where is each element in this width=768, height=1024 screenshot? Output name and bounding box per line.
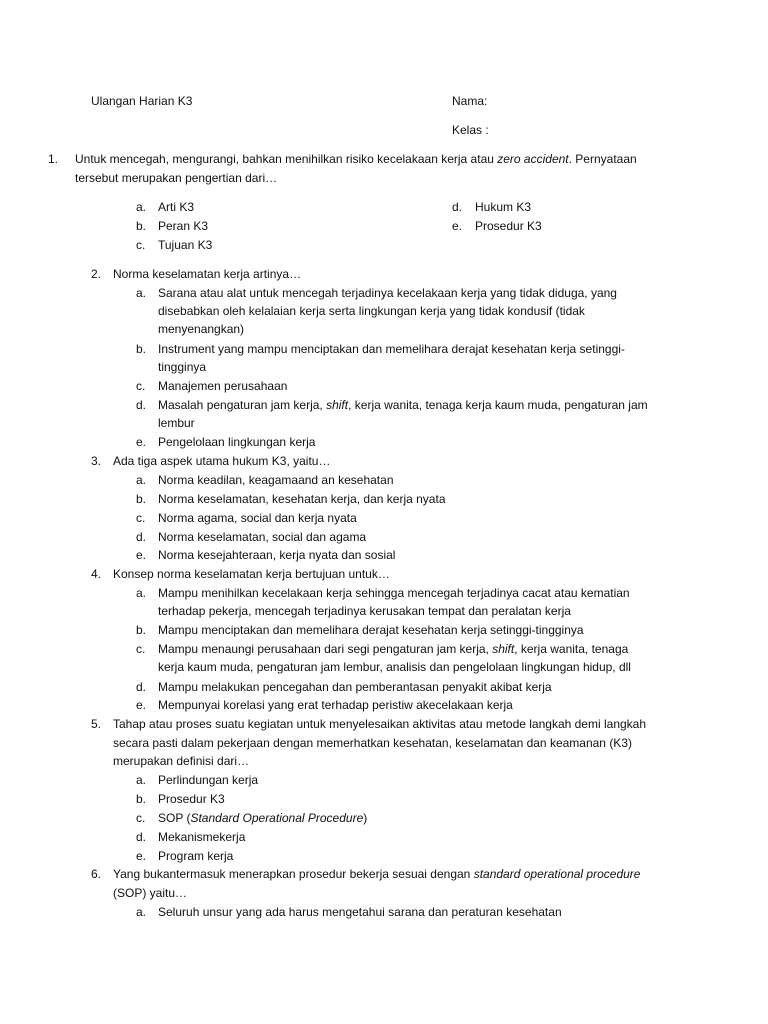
- option-label: d.: [136, 530, 147, 544]
- option-label: a.: [136, 286, 147, 300]
- option-label: b.: [136, 219, 147, 233]
- question-number: 5.: [91, 717, 102, 731]
- option-label: a.: [136, 200, 147, 214]
- option-text: Seluruh unsur yang ada harus mengetahui sarana dan peraturan kesehatan: [158, 905, 562, 919]
- option-text: Arti K3: [158, 200, 195, 214]
- question-text-line: merupakan definisi dari…: [113, 754, 250, 768]
- option-label: a.: [136, 905, 147, 919]
- question-text-line: Tahap atau proses suatu kegiatan untuk menyelesaikan aktivitas atau metode langkah demi langkah: [113, 717, 647, 731]
- option-text: terhadap pekerja, mencegah terjadinya kerusakan tempat dan peralatan kerja: [158, 604, 571, 618]
- class-label: Kelas :: [452, 123, 489, 137]
- option-text: Prosedur K3: [475, 219, 542, 233]
- question-text-line: Untuk mencegah, mengurangi, bahkan menihilkan risiko kecelakaan kerja atau zero accident. Pernyataan: [75, 152, 637, 166]
- question-text-line: Ada tiga aspek utama hukum K3, yaitu…: [113, 454, 331, 468]
- name-label: Nama:: [452, 94, 488, 108]
- option-label: b.: [136, 492, 147, 506]
- question-text-line: Konsep norma keselamatan kerja bertujuan untuk…: [113, 567, 390, 581]
- option-label: b.: [136, 623, 147, 637]
- question-text-line: Norma keselamatan kerja artinya…: [113, 267, 302, 281]
- option-text: Perlindungan kerja: [158, 773, 259, 787]
- question-text-line: secara pasti dalam pekerjaan dengan memerhatkan kesehatan, keselamatan dan keamanan (K3): [113, 736, 632, 750]
- option-label: c.: [136, 511, 146, 525]
- option-label: d.: [136, 680, 147, 694]
- option-text: Tujuan K3: [158, 238, 213, 252]
- option-text: Norma keadilan, keagamaand an kesehatan: [158, 473, 394, 487]
- option-text: Mampu menihilkan kecelakaan kerja sehingga mencegah terjadinya cacat atau kematian: [158, 586, 630, 600]
- option-text: Peran K3: [158, 219, 209, 233]
- option-text: disebabkan oleh kelalaian kerja serta lingkungan kerja yang tidak kondusif (tidak: [158, 304, 585, 318]
- option-label: a.: [136, 586, 147, 600]
- option-label: c.: [136, 811, 146, 825]
- option-text: Manajemen perusahaan: [158, 379, 288, 393]
- option-label: b.: [136, 792, 147, 806]
- document-title: Ulangan Harian K3: [91, 94, 193, 108]
- option-text: tingginya: [158, 360, 207, 374]
- option-text: menyenangkan): [158, 322, 245, 336]
- option-label: a.: [136, 773, 147, 787]
- option-text: SOP (Standard Operational Procedure): [158, 811, 368, 825]
- option-text: Masalah pengaturan jam kerja, shift, kerja wanita, tenaga kerja kaum muda, pengaturan jam: [158, 398, 648, 412]
- option-label: e.: [452, 219, 463, 233]
- option-text: Instrument yang mampu menciptakan dan memelihara derajat kesehatan kerja setinggi-: [158, 342, 625, 356]
- option-text: kerja kaum muda, pengaturan jam lembur, analisis dan pengelolaan lingkungan hidup, dll: [158, 660, 631, 674]
- question-number: 1.: [48, 152, 59, 166]
- option-label: c.: [136, 642, 146, 656]
- option-label: c.: [136, 379, 146, 393]
- question-text-line: (SOP) yaitu…: [113, 886, 188, 900]
- option-text: Mampu melakukan pencegahan dan pemberantasan penyakit akibat kerja: [158, 680, 552, 694]
- option-text: Prosedur K3: [158, 792, 225, 806]
- question-number: 6.: [91, 867, 102, 881]
- question-text-line: tersebut merupakan pengertian dari…: [75, 171, 278, 185]
- option-text: Mempunyai korelasi yang erat terhadap peristiw akecelakaan kerja: [158, 698, 513, 712]
- option-text: Sarana atau alat untuk mencegah terjadinya kecelakaan kerja yang tidak diduga, yang: [158, 286, 617, 300]
- option-label: b.: [136, 342, 147, 356]
- option-text: Norma agama, social dan kerja nyata: [158, 511, 357, 525]
- option-text: Mampu menaungi perusahaan dari segi pengaturan jam kerja, shift, kerja wanita, tenaga: [158, 642, 629, 656]
- option-label: c.: [136, 238, 146, 252]
- option-label: e.: [136, 435, 147, 449]
- option-text: Mampu menciptakan dan memelihara derajat kesehatan kerja setinggi-tingginya: [158, 623, 584, 637]
- option-text: Norma keselamatan, social dan agama: [158, 530, 367, 544]
- question-text-line: Yang bukantermasuk menerapkan prosedur bekerja sesuai dengan standard operational procedure: [113, 867, 641, 881]
- option-text: Norma kesejahteraan, kerja nyata dan sosial: [158, 548, 396, 562]
- option-text: Mekanismekerja: [158, 830, 246, 844]
- question-number: 4.: [91, 567, 102, 581]
- question-number: 3.: [91, 454, 102, 468]
- question-number: 2.: [91, 267, 102, 281]
- option-label: d.: [452, 200, 463, 214]
- option-text: Pengelolaan lingkungan kerja: [158, 435, 316, 449]
- option-text: Hukum K3: [475, 200, 532, 214]
- option-label: e.: [136, 698, 147, 712]
- option-label: a.: [136, 473, 147, 487]
- option-label: d.: [136, 398, 147, 412]
- option-label: e.: [136, 548, 147, 562]
- option-text: Program kerja: [158, 849, 234, 863]
- option-text: Norma keselamatan, kesehatan kerja, dan kerja nyata: [158, 492, 446, 506]
- option-text: lembur: [158, 416, 195, 430]
- option-label: e.: [136, 849, 147, 863]
- option-label: d.: [136, 830, 147, 844]
